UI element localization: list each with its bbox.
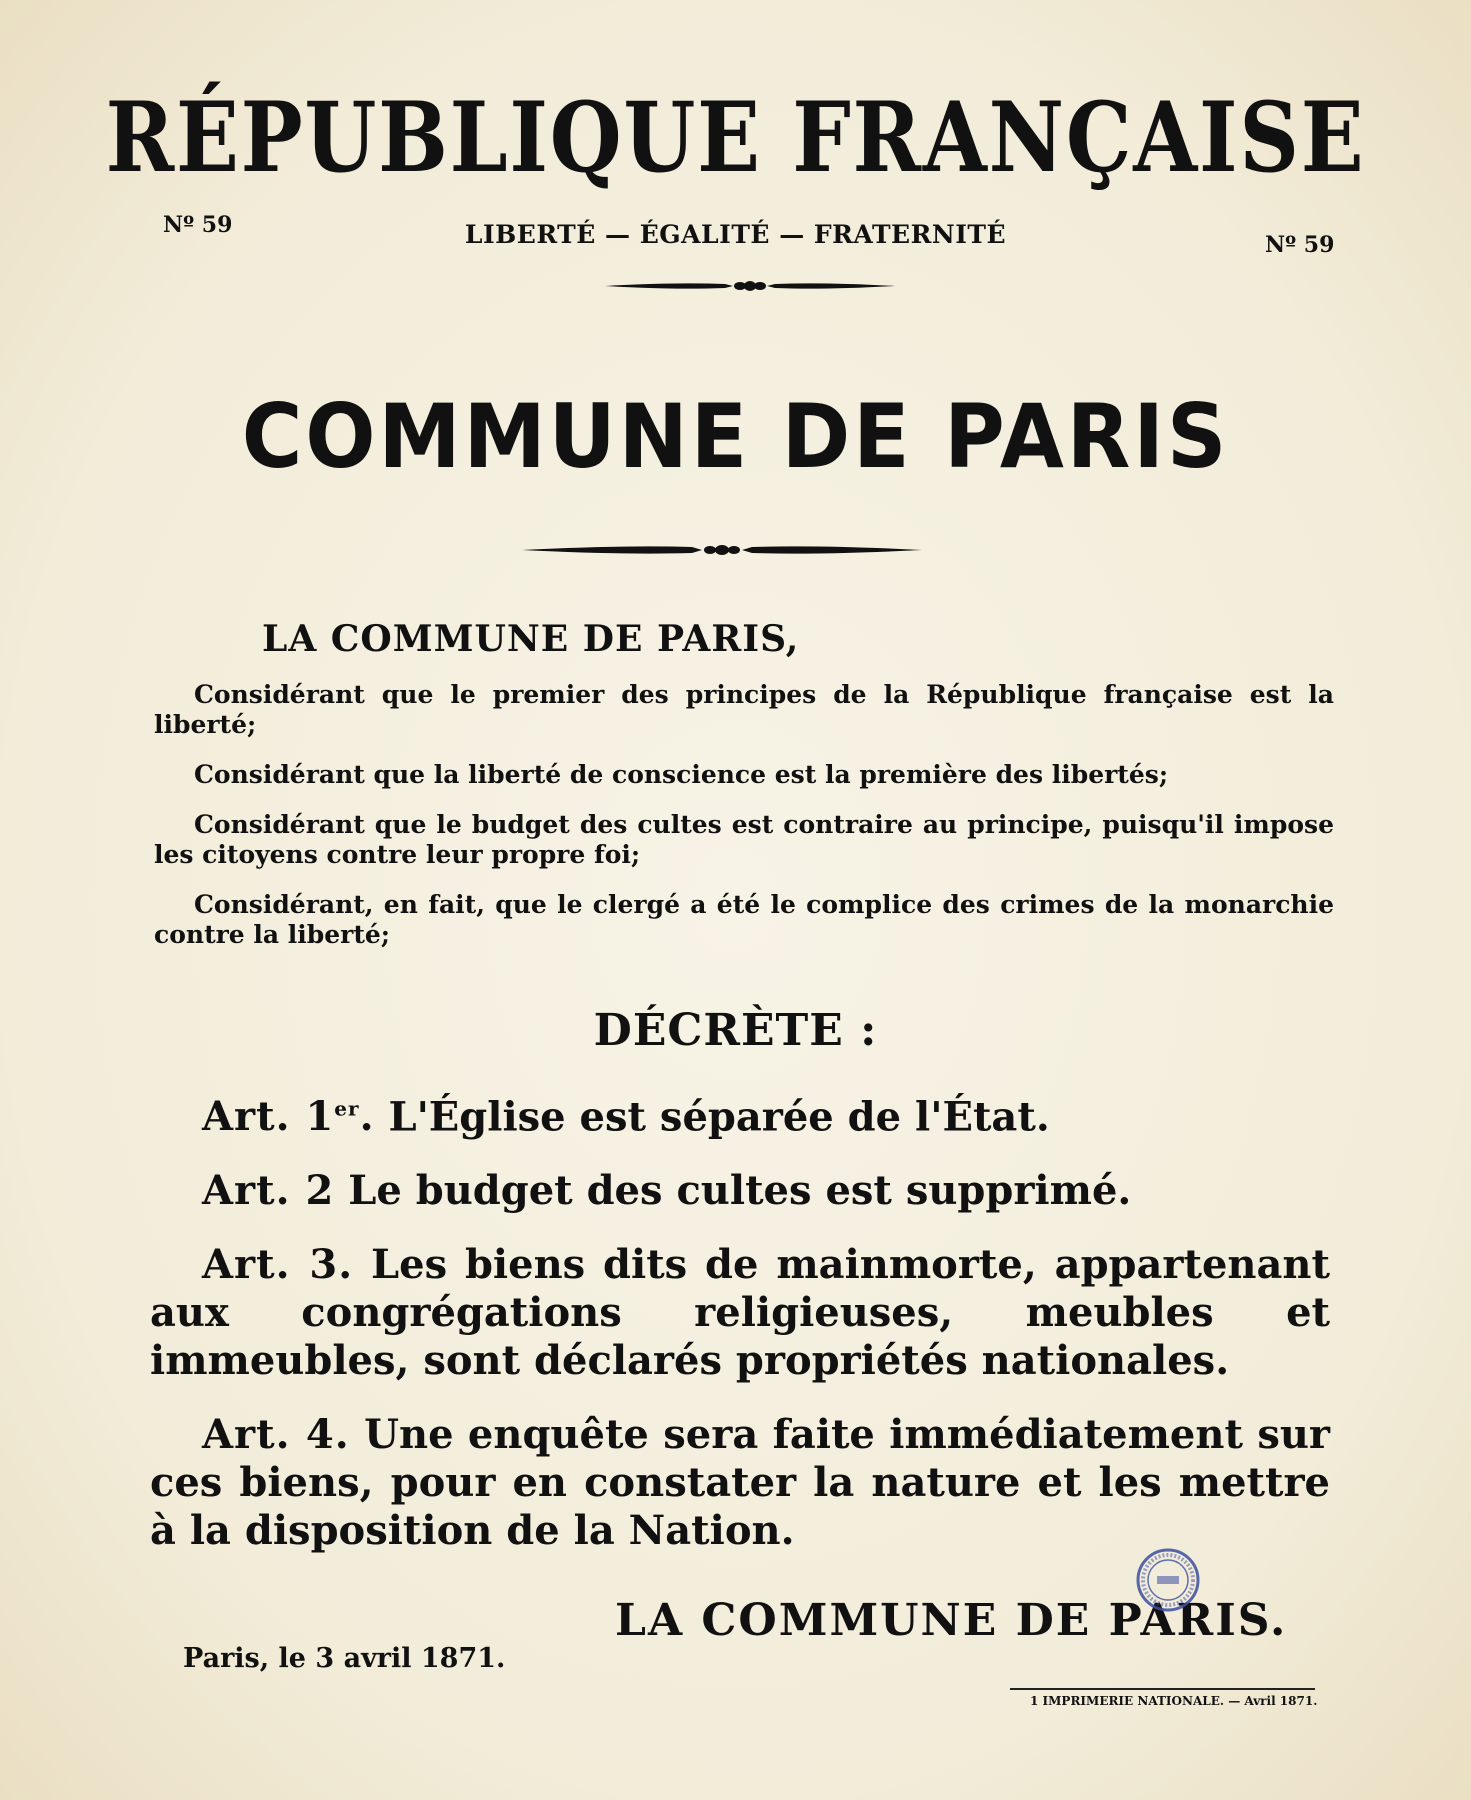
article-3-text: Les biens dits de mainmorte, appartenant aux congrégations religieuses, meubles et immeubles, sont déclarés propriétés nationales. — [150, 1241, 1330, 1385]
article-2-text: Le budget des cultes est supprimé. — [348, 1167, 1132, 1215]
ornament-divider-middle — [522, 538, 922, 562]
considerant-1: Considérant que le premier des principes de la République française est la liberté; — [154, 680, 1334, 739]
republique-title: RÉPUBLIQUE FRANÇAISE — [105, 81, 1366, 194]
poster-number-right: Nº 59 — [1265, 232, 1335, 258]
decrete-heading: DÉCRÈTE : — [593, 1005, 878, 1056]
article-3-number: Art. 3. — [202, 1241, 354, 1289]
article-1-number: Art. 1er. — [202, 1093, 375, 1141]
considerant-4: Considérant, en fait, que le clergé a été le complice des crimes de la monarchie contre la liberté; — [154, 890, 1334, 949]
article-4 — [150, 1411, 1330, 1555]
article-2-number: Art. 2 — [202, 1167, 335, 1215]
printer-imprint: 1 IMPRIMERIE NATIONALE. — Avril 1871. — [1030, 1694, 1318, 1708]
considerant-2: Considérant que la liberté de conscience est la première des libertés; — [194, 760, 1169, 789]
poster-number-left: Nº 59 — [163, 212, 233, 238]
article-4-number: Art. 4. — [202, 1411, 350, 1459]
considerants-block — [154, 680, 1334, 970]
article-1 — [150, 1085, 1330, 1141]
considerant-3: Considérant que le budget des cultes est contraire au principe, puisqu'il impose les citoyens contre leur propre foi; — [154, 810, 1334, 869]
republic-motto: LIBERTÉ — ÉGALITÉ — FRATERNITÉ — [464, 220, 1007, 249]
article-1-text: L'Église est séparée de l'État. — [388, 1093, 1050, 1141]
printer-rule — [1010, 1688, 1315, 1690]
commune-title: COMMUNE DE PARIS — [241, 385, 1230, 488]
ornament-divider-top — [605, 276, 895, 296]
archive-stamp-icon — [1135, 1547, 1201, 1613]
signature: LA COMMUNE DE PARIS. — [615, 1595, 1288, 1646]
lead-heading: LA COMMUNE DE PARIS, — [262, 618, 800, 660]
date-line: Paris, le 3 avril 1871. — [183, 1643, 506, 1674]
article-3 — [150, 1241, 1330, 1385]
article-2 — [150, 1167, 1330, 1215]
article-4-text: Une enquête sera faite immédiatement sur ces biens, pour en constater la nature et les mettre à la disposition de la Nation. — [150, 1411, 1330, 1555]
articles-block — [150, 1085, 1330, 1581]
